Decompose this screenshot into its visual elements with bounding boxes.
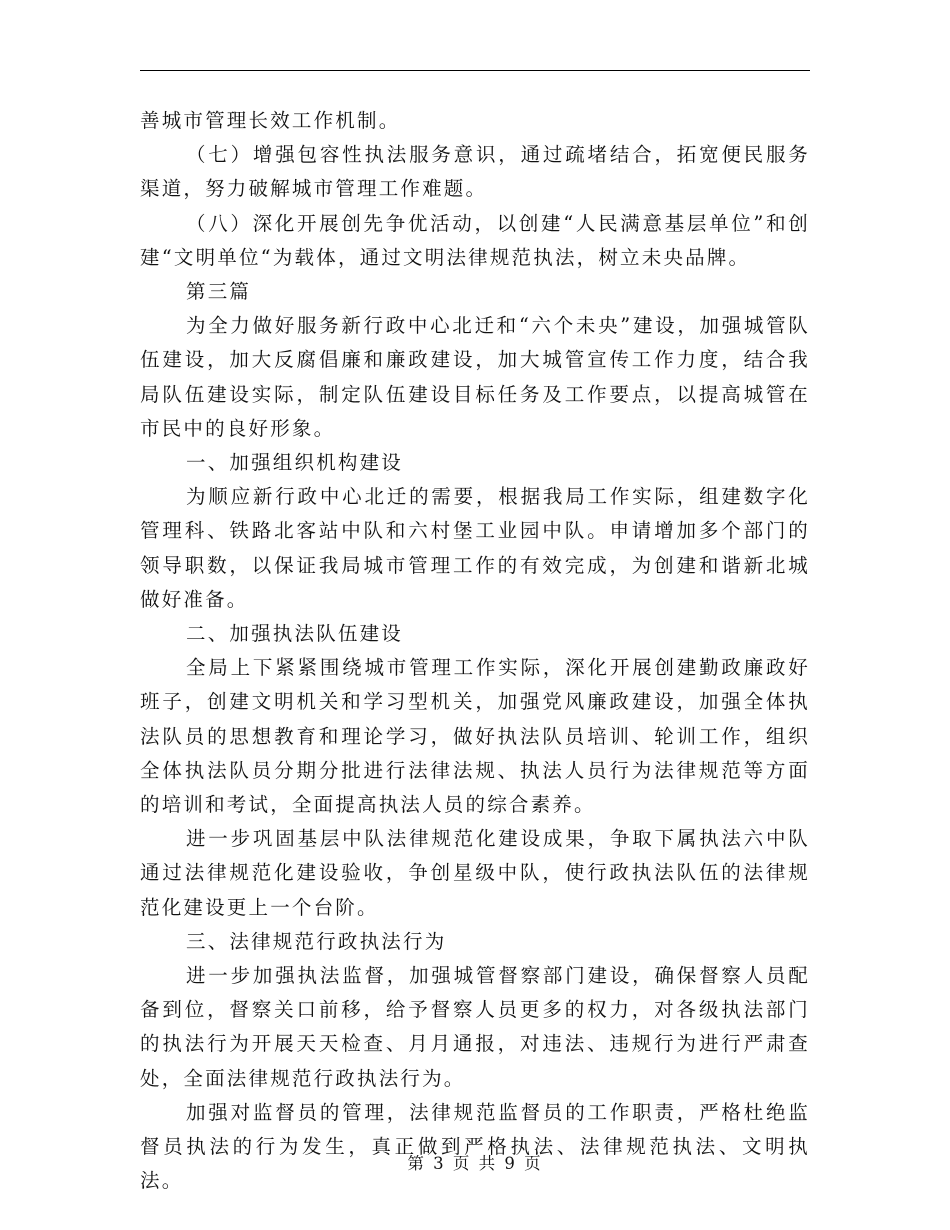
paragraph-1: 善城市管理长效工作机制。 — [140, 109, 401, 132]
heading-1: 一、加强组织机构建设 — [186, 451, 404, 475]
paragraph-3: （八）深化开展创先争优活动，以创建“人民满意基层单位”和创建“文明单位“为载体，通过文明法律规范执法，树立未央品牌。 — [140, 211, 810, 269]
paragraph-5: 为全力做好服务新行政中心北迁和“六个未央”建设，加强城管队伍建设，加大反腐倡廉和廉政建设，加大城管宣传工作力度，结合我局队伍建设实际，制定队伍建设目标任务及工作要点，以提高城管在市民中的良好形象。 — [140, 314, 810, 440]
heading-3: 三、法律规范行政执法行为 — [186, 929, 447, 953]
paragraph-2: （七）增强包容性执法服务意识，通过疏堵结合，拓宽便民服务渠道，努力破解城市管理工作难题。 — [140, 143, 810, 201]
paragraph-13: 加强对监督员的管理，法律规范监督员的工作职责，严格杜绝监督员执法的行为发生，真正做到严格执法、法律规范执法、文明执法。 — [140, 1100, 810, 1193]
paragraph-10: 进一步巩固基层中队法律规范化建设成果，争取下属执法六中队通过法律规范化建设验收，争创星级中队，使行政执法队伍的法律规范化建设更上一个台阶。 — [140, 827, 810, 919]
section-title-part-3: 第三篇 — [186, 280, 252, 304]
document-body — [140, 104, 810, 1199]
paragraph-12: 进一步加强执法监督，加强城管督察部门建设，确保督察人员配备到位，督察关口前移，给予督察人员更多的权力，对各级执法部门的执法行为开展天天检查、月月通报，对违法、违规行为进行严肃查处，全面法律规范行政执法行为。 — [140, 964, 810, 1090]
paragraph-9: 全局上下紧紧围绕城市管理工作实际，深化开展创建勤政廉政好班子，创建文明机关和学习型机关，加强党风廉政建设，加强全体执法队员的思想教育和理论学习，做好执法队员培训、轮训工作，组织全体执法队员分期分批进行法律法规、执法人员行为法律规范等方面的培训和考试，全面提高执法人员的综合素养。 — [140, 656, 810, 817]
page-number-footer: 第 3 页 共 9 页 — [407, 1154, 543, 1173]
paragraph-7: 为顺应新行政中心北迁的需要，根据我局工作实际，组建数字化管理科、铁路北客站中队和六村堡工业园中队。申请增加多个部门的领导职数，以保证我局城市管理工作的有效完成，为创建和谐新北城做好准备。 — [140, 485, 810, 611]
heading-2: 二、加强执法队伍建设 — [186, 622, 404, 646]
header-rule — [140, 70, 810, 71]
